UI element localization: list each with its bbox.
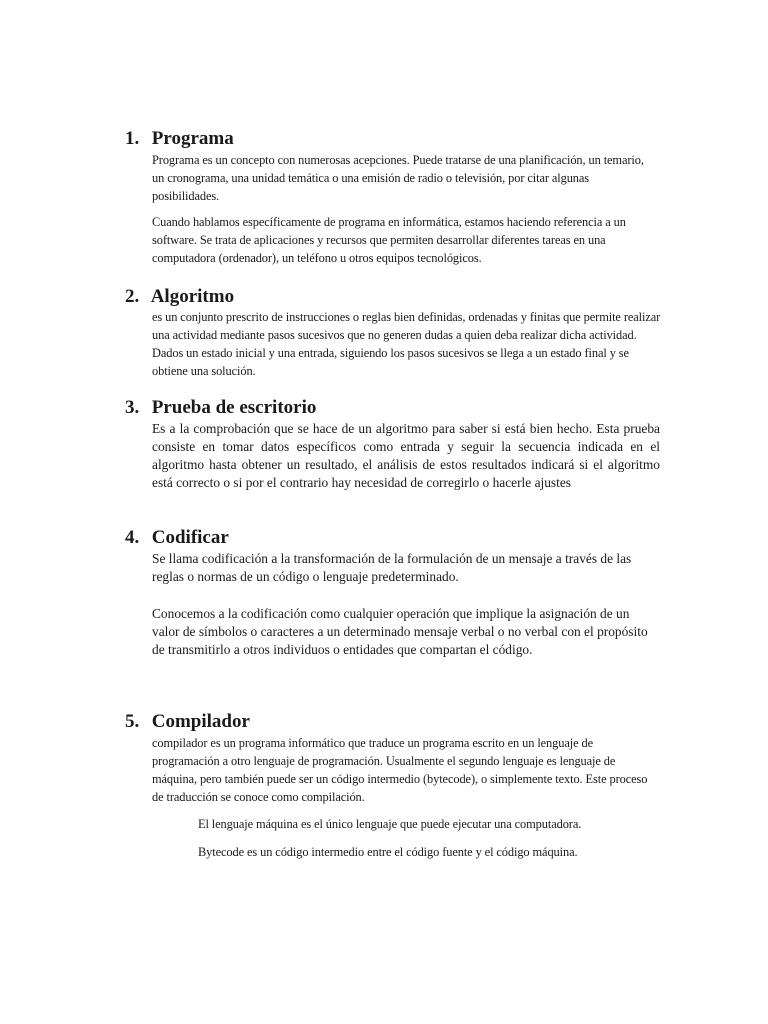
section-title: Programa bbox=[151, 128, 234, 149]
section-title: Algoritmo bbox=[150, 286, 235, 307]
section-number: 2. bbox=[125, 286, 140, 307]
section-title: Codificar bbox=[151, 527, 229, 548]
paragraph: es un conjunto prescrito de instrucciones o reglas bien definidas, ordenadas y finitas que permite realizar una actividad mediante pasos sucesivos que no generen dudas a quien deba realizar dicha actividad. Dados un estado inicial y una entrada, siguiendo los pasos sucesivos se llega a un estado final y se obtiene una solución. bbox=[152, 310, 661, 378]
section-number: 3. bbox=[125, 397, 140, 418]
section-title: Prueba de escritorio bbox=[151, 397, 317, 418]
paragraph: Cuando hablamos específicamente de programa en informática, estamos haciendo referencia a un software. Se trata de aplicaciones y recursos que permiten desarrollar diferentes tareas en una computadora (ordenador), un teléfono u otros equipos tecnológicos. bbox=[152, 215, 626, 265]
section-heading-prueba-de-escritorio bbox=[125, 397, 316, 419]
section-number: 1. bbox=[125, 128, 140, 149]
paragraph-indented: El lenguaje máquina es el único lenguaje que puede ejecutar una computadora. bbox=[198, 817, 582, 831]
paragraph-indented: Bytecode es un código intermedio entre el código fuente y el código máquina. bbox=[198, 845, 578, 859]
section-number: 4. bbox=[125, 527, 140, 548]
section-heading-compilador bbox=[125, 711, 250, 733]
paragraph: Es a la comprobación que se hace de un algoritmo para saber si está bien hecho. Esta prueba consiste en tomar datos específicos como entrada y seguir la secuencia indicada en el algoritmo hasta obtener un resultado, el análisis de estos resultados indicará si el algoritmo está correcto o si por el contrario hay necesidad de corregirlo o hacerle ajustes bbox=[152, 421, 660, 490]
paragraph: compilador es un programa informático que traduce un programa escrito en un lenguaje de programación a otro lenguaje de programación. Usualmente el segundo lenguaje es lenguaje de máquina, pero también puede ser un código intermedio (bytecode), o simplemente texto. Este proceso de traducción se conoce como compilación. bbox=[152, 736, 648, 804]
section-heading-codificar bbox=[125, 527, 229, 549]
section-number: 5. bbox=[125, 711, 140, 732]
section-title: Compilador bbox=[151, 711, 250, 732]
section-heading-algoritmo bbox=[125, 286, 234, 308]
section-heading-programa bbox=[125, 128, 234, 150]
paragraph: Se llama codificación a la transformación de la formulación de un mensaje a través de las reglas o normas de un código o lenguaje predeterminado. bbox=[152, 551, 632, 584]
paragraph: Conocemos a la codificación como cualquier operación que implique la asignación de un valor de símbolos o caracteres a un determinado mensaje verbal o no verbal con el propósito de transmitirlo a otros individuos o entidades que compartan el código. bbox=[152, 606, 648, 657]
paragraph: Programa es un concepto con numerosas acepciones. Puede tratarse de una planificación, un temario, un cronograma, una unidad temática o una emisión de radio o televisión, por citar algunas posibilidades. bbox=[152, 153, 644, 203]
